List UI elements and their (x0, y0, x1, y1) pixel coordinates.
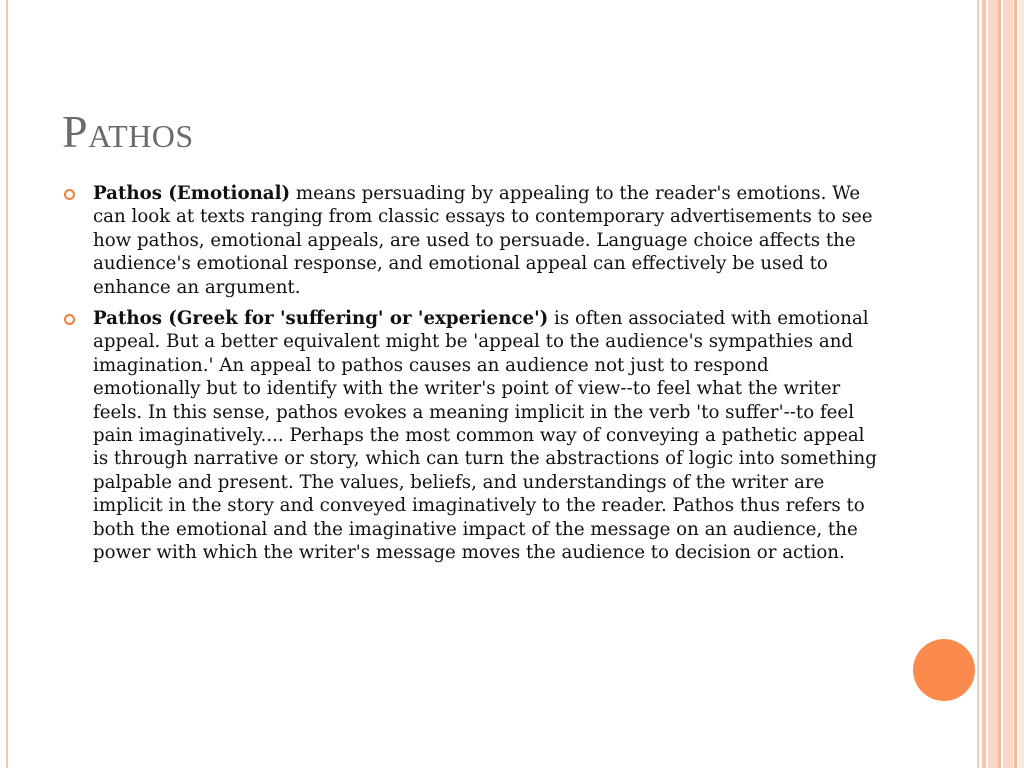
bullet-body-text: is often associated with emotional appeal. But a better equivalent might be 'appeal to the audience's sympathies and imagination.' An appeal to pathos causes an audience not just to respond emotionally but to identify with the writer's point of view--to feel what the writer feels. In this sense, pathos evokes a meaning implicit in the verb 'to suffer'--to feel pain imaginatively.... Perhaps the most common way of conveying a pathetic appeal is through narrative or story, which can turn the abstractions of logic into something palpable and present. The values, beliefs, and understandings of the writer are implicit in the story and conveyed imaginatively to the reader. Pathos thus refers to both the emotional and the imaginative impact of the message on an audience, the power with which the writer's message moves the audience to decision or action. (93, 308, 877, 564)
right-decor-stripe (1003, 0, 1013, 768)
hollow-circle-bullet-icon (64, 314, 75, 325)
orange-circle-decoration (913, 639, 975, 701)
bullet-lead-text: Pathos (Emotional) (93, 183, 291, 204)
bullet-item (62, 307, 877, 564)
hollow-circle-bullet-icon (64, 189, 75, 200)
bullet-list (62, 182, 877, 573)
right-decor-stripe (977, 0, 979, 768)
right-decor-stripe (988, 0, 998, 768)
left-frame-line (6, 0, 8, 768)
right-decor-stripe (998, 0, 1001, 768)
right-decor-stripe (982, 0, 986, 768)
bullet-item (62, 182, 877, 299)
right-decor-stripe (1019, 0, 1024, 768)
bullet-lead-text: Pathos (Greek for 'suffering' or 'experience') (93, 308, 549, 330)
right-decor-stripe (1014, 0, 1017, 768)
bullet-body-text: means persuading by appealing to the reader's emotions. We can look at texts ranging from classic essays to contemporary advertisements to see how pathos, emotional appeals, are used to persuade. Language choice affects the audience's emotional response, and emotional appeal can effectively be used to enhance an argument. (93, 183, 873, 298)
slide-title: Pathos (62, 106, 194, 157)
